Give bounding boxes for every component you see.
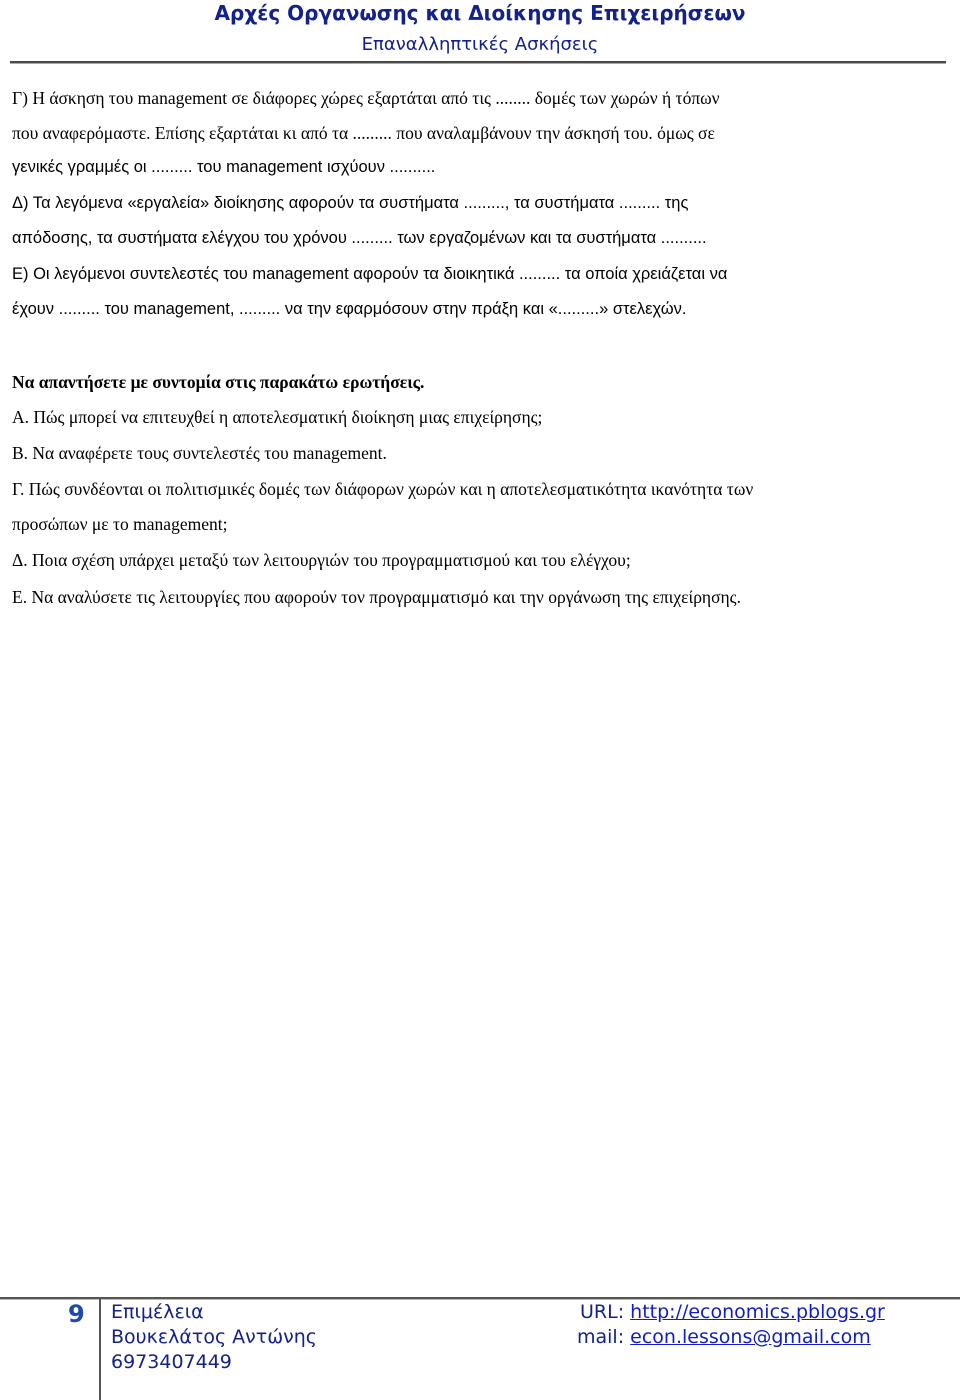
exercise-line: γενικές γραμμές οι ......... του management ισχύουν .......... xyxy=(12,158,436,176)
author-name: Βουκελάτος Αντώνης xyxy=(111,1326,317,1348)
page-number: 9 xyxy=(68,1300,85,1328)
mail-label: mail: xyxy=(577,1326,625,1348)
question-line: Ε. Να αναλύσετε τις λειτουργίες που αφορούν τον προγραμματισμό και την οργάνωση της επιχείρησης. xyxy=(12,587,741,607)
website-link[interactable]: http://economics.pblogs.gr xyxy=(630,1301,885,1323)
question-line: Δ. Ποια σχέση υπάρχει μεταξύ των λειτουργιών του προγραμματισμού και του ελέγχου; xyxy=(12,550,631,570)
question-line: Α. Πώς μπορεί να επιτευχθεί η αποτελεσματική διοίκηση μιας επιχείρησης; xyxy=(12,407,543,427)
exercise-line: απόδοσης, τα συστήματα ελέγχου του χρόνου ......... των εργαζομένων και τα συστήματα .......... xyxy=(12,229,707,247)
question-line: Β. Να αναφέρετε τους συντελεστές του management. xyxy=(12,443,387,463)
question-line: Γ. Πώς συνδέονται οι πολιτισμικές δομές των διάφορων χωρών και η αποτελεσματικότητα ικανότητα των xyxy=(12,479,754,499)
questions-heading: Να απαντήσετε με συντομία στις παρακάτω ερωτήσεις. xyxy=(12,372,425,392)
footer-divider xyxy=(0,1297,960,1300)
header-divider xyxy=(10,61,946,64)
document-subtitle: Επαναλληπτικές Ασκήσεις xyxy=(361,34,599,55)
mail-row xyxy=(577,1326,871,1348)
document-title: Αρχές Οργανωσης και Διοίκησης Επιχειρήσεων xyxy=(214,1,746,25)
exercise-line: Δ) Τα λεγόμενα «εργαλεία» διοίκησης αφορούν τα συστήματα ........., τα συστήματα ......... της xyxy=(12,194,689,212)
url-row xyxy=(580,1301,885,1323)
email-link[interactable]: econ.lessons@gmail.com xyxy=(630,1326,871,1348)
url-label: URL: xyxy=(580,1301,625,1323)
footer-vertical-divider xyxy=(99,1297,101,1400)
question-line: προσώπων με το management; xyxy=(12,514,228,534)
exercise-line: έχουν ......... του management, ......... να την εφαρμόσουν στην πράξη και «.........» στελεχών. xyxy=(12,300,687,318)
credit-label: Επιμέλεια xyxy=(111,1301,204,1323)
exercise-line: Γ) Η άσκηση του management σε διάφορες χώρες εξαρτάται από τις ........ δομές των χωρών ή τόπων xyxy=(12,88,720,108)
exercise-line: που αναφερόμαστε. Επίσης εξαρτάται κι από τα ......... που αναλαμβάνουν την άσκησή του. όμως σε xyxy=(12,123,715,143)
phone-number: 6973407449 xyxy=(111,1351,232,1373)
exercise-line: Ε) Οι λεγόμενοι συντελεστές του management αφορούν τα διοικητικά ......... τα οποία χρειάζεται να xyxy=(12,265,728,283)
